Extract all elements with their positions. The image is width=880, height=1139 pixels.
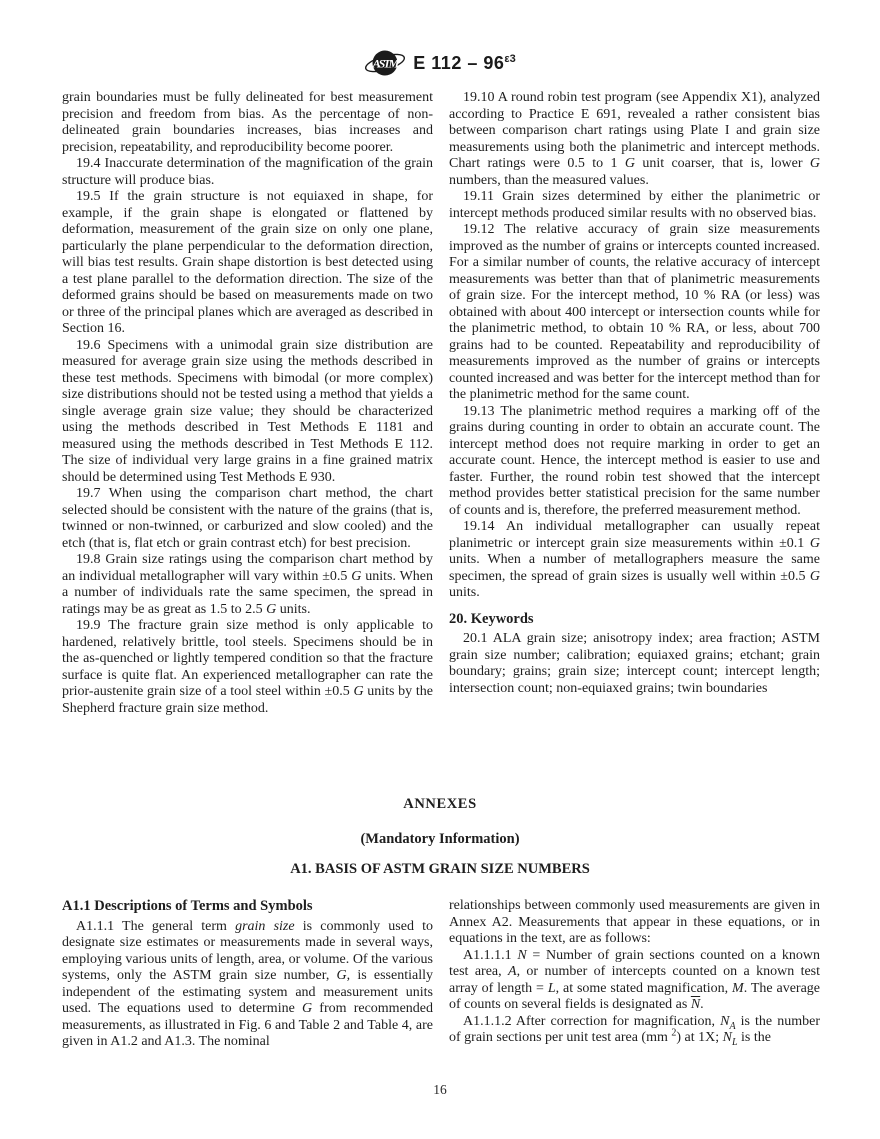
paragraph: 19.13 The planimetric method requires a marking off of the grains during counting in order to obtain an accurate count. The intercept method does not require marking in order to get an accurate count. Hence, the intercept method is easier to use and faster. Further, the round robin test showed that the intercept method provides better statistical precision for the same number of counts and is, therefore, the preferred measurement method. <box>449 403 820 518</box>
paragraph: A1.1.1 The general term grain size is commonly used to designate size estimates or measurements made in several ways, employing various units of length, area, or volume. Of the various systems, only the ASTM grain size number, G, is essentially independent of the estimating system and measurement units used. The equations used to determine G from recommended measurements, as illustrated in Fig. 6 and Table 2 and Table 4, are given in A1.2 and A1.3. The nominal <box>62 918 433 1049</box>
section-heading: 20. Keywords <box>449 610 534 627</box>
svg-text:ASTM: ASTM <box>372 56 398 71</box>
paragraph: A1.1.1.1 N = Number of grain sections counted on a known test area, A, or number of intercepts counted on a known test array of length = L, at some stated magnification, M. The average of counts on several fields is designated as $\overline{N}$. <box>449 947 821 1012</box>
paragraph: 19.7 When using the comparison chart method, the chart selected should be consistent with the nature of the grains (that is, twinned or non-twinned, or carburized and slow cooled) and the etch (that is, flat etch or grain contrast etch) for best precision. <box>62 486 433 551</box>
paragraph: 19.8 Grain size ratings using the comparison chart method by an individual metallographer will vary within ±0.5 G units. When a number of individuals rate the same specimen, the spread in ratings may be as great as 1.5 to 2.5 G units. <box>62 552 434 617</box>
paragraph: 19.10 A round robin test program (see Appendix X1), analyzed according to Practice E 691, revealed a rather consistent bias between comparison chart ratings using Plate I and grain size measurements using both the planimetric and intercept methods. Chart ratings were 0.5 to 1 G unit coarser, that is, lower G numbers, than the measured values. <box>449 90 821 188</box>
paragraph: 19.5 If the grain structure is not equiaxed in shape, for example, if the grain shape is elongated or flattened by deformation, measurement of the grain size on only one plane, particularly the plane perpendicular to the deformation direction, will bias test results. Grain shape distortion is best detected using a test plane parallel to the deformation direction. The size of the deformed grains should be based on measurements made on two or three of the principal planes which are averaged as described in Section 16. <box>62 189 433 336</box>
paragraph: 19.6 Specimens with a unimodal grain size distribution are measured for average grain size using the methods described in these test methods. Specimens with bimodal (or more complex) size distributions should not be tested using a method that yields a single average grain size value; they should be characterized using the methods described in Test Methods E 1181 and measured using the methods described in Test Methods E 112. The size of individual very large grains in a fine grained matrix should be determined using Test Methods E 930. <box>62 337 433 485</box>
designation-revision-superscript: ε3 <box>504 52 516 65</box>
page-footer <box>0 1082 880 1098</box>
annex-right-column <box>449 898 820 1051</box>
left-column <box>62 90 433 717</box>
paragraph: relationships between commonly used measurements are given in Annex A2. Measurements that appear in these equations, or in equations in the text, are as follows: <box>449 898 820 946</box>
page-header <box>0 46 880 80</box>
section-heading: A1.1 Descriptions of Terms and Symbols <box>62 898 313 914</box>
paragraph: 19.12 The relative accuracy of grain size measurements improved as the number of grains or intercepts counted increased. For a similar number of counts, the relative accuracy of intercept measurements was better than that of planimetric measurements of grain size. For the intercept method, 10 % RA (or less) was obtained with about 400 intercept or intersection counts while for the planimetric method, to obtain 10 % RA, or less, about 700 grains had to be counted. Repeatability and reproducibility of measurements improved as the number of grains or intercepts counted increased and was better for the intercept method than for the planimetric method for the same count. <box>449 222 820 402</box>
paragraph: grain boundaries must be fully delineated for best measurement precision and freedom from bias. As the percentage of non-delineated grain boundaries increases, bias increases and precision, repeatability, and reproducibility become poorer. <box>62 90 433 155</box>
paragraph: 19.11 Grain sizes determined by either the planimetric or intercept methods produced similar results with no observed bias. <box>449 189 820 221</box>
annexes-subtitle: (Mandatory Information) <box>360 831 520 847</box>
document-designation: E $112 - 96^{\varepsilon 3}$ <box>413 52 516 73</box>
page-number: 16 <box>433 1082 447 1097</box>
astm-logo-icon <box>364 46 406 80</box>
paragraph: 19.14 An individual metallographer can usually repeat planimetric or intercept grain size measurements within ±0.1 G units. When a number of metallographers measure the same specimen, the spread of grain sizes is usually well within ±0.5 G units. <box>449 519 820 600</box>
right-column <box>449 90 820 717</box>
annexes-title: ANNEXES <box>403 796 477 812</box>
paragraph: 19.9 The fracture grain size method is only applicable to hardened, relatively brittle, tool steels. Specimens should be in the as-quenched or lightly tempered condition so that the fracture surface is quite flat. An experienced metallographer can rate the prior-austenite grain size of a tool steel within ±0.5 G units by the Shepherd fracture grain size method. <box>62 618 433 716</box>
paragraph: A1.1.1.2 After correction for magnification, $N_A$ is the number of grain sections per unit test area (mm $^2$) at 1X; $N_L$ is the <box>449 1013 820 1048</box>
paragraph: 19.4 Inaccurate determination of the magnification of the grain structure will produce bias. <box>62 156 433 188</box>
annex-left-column <box>62 898 433 1051</box>
main-text-block <box>62 90 820 717</box>
annex-a1-heading: A1. BASIS OF ASTM GRAIN SIZE NUMBERS <box>290 861 590 877</box>
paragraph: 20.1 ALA grain size; anisotropy index; area fraction; ASTM grain size number; calibration; equiaxed grains; etchant; grain boundary; grains; grain size; intercept count; intercept length; intersection count; non-equiaxed grains; twin boundaries <box>449 631 820 696</box>
annex-text-block <box>62 898 820 1051</box>
